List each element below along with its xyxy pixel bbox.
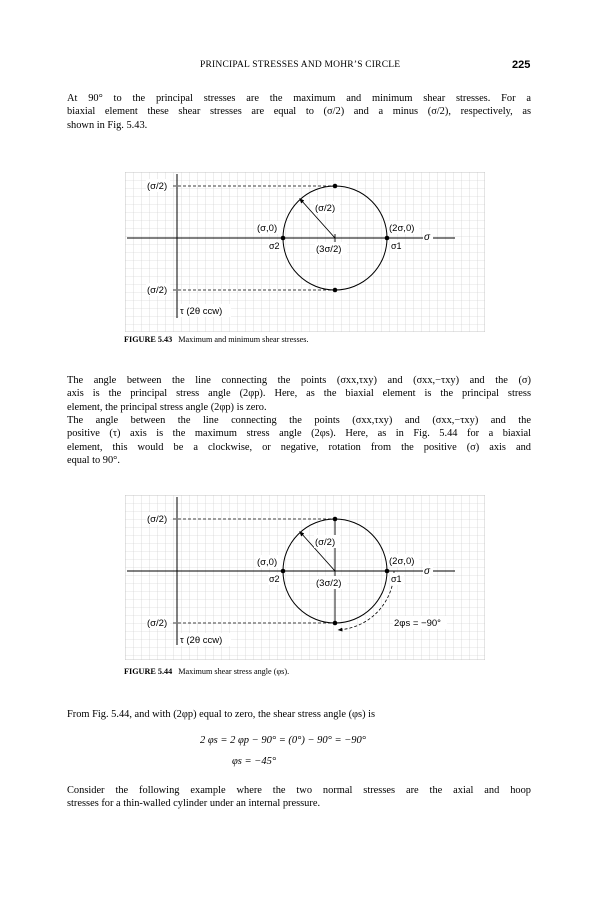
point-top xyxy=(333,184,338,189)
text-line: element, this would be a clockwise, or negative, rotation from the positive (σ) axis and xyxy=(67,441,531,453)
text-line: axis is the principal stress angle (2φp). Here, as the biaxial element is the principal stress xyxy=(67,388,531,400)
paragraph-principal-angle xyxy=(67,374,531,414)
text-line: biaxial element these shear stresses are equal to (σ/2) and a minus (σ/2), respectively, as xyxy=(67,106,531,118)
caption-label: FIGURE 5.44 xyxy=(124,667,173,676)
label-right-point: (2σ,0) xyxy=(389,223,415,234)
label-sigma2: σ2 xyxy=(269,574,280,584)
text-line: The angle between the line connecting the points (σxx,τxy) and (σxx,−τxy) and the (σ) xyxy=(67,375,531,386)
mohr-circle-figure-5-43 xyxy=(125,172,485,332)
label-sigma-axis: σ xyxy=(424,566,431,577)
page-number: 225 xyxy=(512,59,531,71)
label-top-left: (σ/2) xyxy=(147,181,168,192)
label-left-point: (σ,0) xyxy=(257,223,278,234)
equation-2: φs = −45° xyxy=(232,756,277,767)
caption-text: Maximum shear stress angle (φs). xyxy=(178,667,290,676)
point-bottom xyxy=(333,621,338,626)
label-sigma1: σ1 xyxy=(391,241,402,251)
text-line: The angle between the line connecting the points (σxx,τxy) and (σxx,−τxy) and the xyxy=(67,415,531,426)
label-tau-axis: τ (2θ ccw) xyxy=(180,306,223,317)
label-sigma2: σ2 xyxy=(269,241,280,251)
label-radius: (σ/2) xyxy=(315,203,336,214)
text-line: stresses for a thin-walled cylinder under an internal pressure. xyxy=(67,798,321,810)
figure-caption-5-43 xyxy=(124,335,309,344)
text-line: From Fig. 5.44, and with (2φp) equal to zero, the shear stress angle (φs) is xyxy=(67,709,376,720)
label-left-point: (σ,0) xyxy=(257,557,278,568)
label-bottom-left: (σ/2) xyxy=(147,285,168,296)
caption-text: Maximum and minimum shear stresses. xyxy=(178,335,309,344)
text-line: Consider the following example where the two normal stresses are the axial and hoop xyxy=(67,785,531,796)
label-tau-axis: τ (2θ ccw) xyxy=(180,635,223,646)
label-right-point: (2σ,0) xyxy=(389,556,415,567)
text-line: positive (τ) axis is the maximum stress angle (2φs). Here, as in Fig. 5.44 for a biaxial xyxy=(67,428,531,440)
point-sigma2 xyxy=(281,236,286,241)
running-head: PRINCIPAL STRESSES AND MOHR’S CIRCLE xyxy=(200,60,401,70)
paragraph-intro xyxy=(67,92,531,132)
label-center: (3σ/2) xyxy=(316,244,342,255)
label-top-left: (σ/2) xyxy=(147,514,168,525)
point-sigma1 xyxy=(385,569,390,574)
point-top xyxy=(333,517,338,522)
text-line: At 90° to the principal stresses are the maximum and minimum shear stresses. For a xyxy=(67,93,531,104)
label-bottom-left: (σ/2) xyxy=(147,618,168,629)
caption-label: FIGURE 5.43 xyxy=(124,335,173,344)
label-center: (3σ/2) xyxy=(316,578,342,589)
point-sigma2 xyxy=(281,569,286,574)
point-bottom xyxy=(333,288,338,293)
label-sigma-axis: σ xyxy=(424,232,431,243)
equation-1: 2 φs = 2 φp − 90° = (0°) − 90° = −90° xyxy=(200,735,367,746)
point-sigma1 xyxy=(385,236,390,241)
paragraph-max-stress-angle xyxy=(67,414,531,468)
mohr-circle-figure-5-44 xyxy=(125,495,485,660)
label-angle: 2φs = −90° xyxy=(394,618,441,629)
text-line: element, the principal stress angle (2φp) is zero. xyxy=(67,401,267,413)
paragraph-shear-angle xyxy=(67,708,531,721)
label-sigma1: σ1 xyxy=(391,574,402,584)
paragraph-example xyxy=(67,784,531,811)
text-line: equal to 90°. xyxy=(67,455,120,467)
label-radius: (σ/2) xyxy=(315,537,336,548)
text-line: shown in Fig. 5.43. xyxy=(67,119,148,131)
figure-caption-5-44 xyxy=(124,667,289,676)
